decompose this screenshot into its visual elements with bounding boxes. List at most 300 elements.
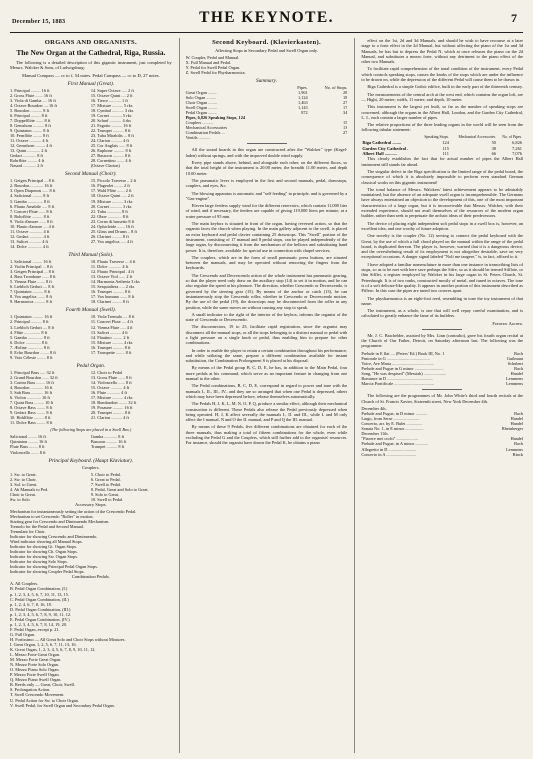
summary-cell: 15 bbox=[343, 120, 348, 126]
stop-cell: 5. Choir to Pedal. bbox=[90, 471, 122, 477]
stop-cell: 5. Bourdon ........... 8 ft bbox=[10, 107, 50, 113]
stop-cell: 9. Quintaton ......... 8 ft bbox=[10, 127, 50, 133]
coupler-list bbox=[10, 472, 172, 502]
stop-cell: 7. Swell to Pedal. bbox=[90, 481, 122, 487]
columns bbox=[10, 38, 523, 753]
paragraph: By means of the Pedal group B, C, D, E, he has, in addition to the Main Pedal, four more pedals at his command, which serve as an important feature in changing from one manual to the other. bbox=[185, 365, 348, 382]
stop-cell: 16. Flageolet ........ 2 ft bbox=[90, 183, 130, 189]
list-line: R. Reeds only — Great, Choir, Swell. bbox=[10, 682, 75, 688]
column-2-text bbox=[186, 147, 348, 445]
list-line: L. Mezzo Forte Great Organ. bbox=[10, 652, 61, 658]
list-line: T. Swell Crescendo Movement. bbox=[10, 692, 65, 698]
programme-composer: Rheinberger bbox=[501, 426, 524, 432]
stop-cell: 12. Gedact ............ 4 ft bbox=[10, 233, 50, 239]
page-number: 7 bbox=[511, 11, 517, 25]
summary-cell: 1,143 bbox=[297, 105, 308, 111]
table-cell: 7,261 bbox=[512, 145, 523, 151]
stop-cell: 14. Flautino ......... 2 ft bbox=[90, 334, 130, 340]
stop-cell: 17. Trompette ........ 8 ft bbox=[90, 349, 132, 355]
stop-cell: 23. Tuba Mirabilis ... 8 ft bbox=[90, 133, 134, 139]
solo-manual-title: Third Manual (Solo). bbox=[68, 252, 114, 258]
paragraph: The instrument, as a whole, is one that will well repay careful examination, and is calculated to greatly enhance the fame of its builders. bbox=[361, 308, 524, 319]
list-line: M. Mezzo Forte Great Organ. bbox=[10, 657, 62, 663]
paragraph: The physharmonica is an eight-foot reed, resembling in tone the toy instrument of that name. bbox=[361, 295, 524, 306]
stop-cell: 22. Trumpet .......... 8 ft bbox=[90, 127, 131, 133]
stop-cell: 13. Gross Flute ...... 8 ft bbox=[90, 374, 132, 380]
author-signature: Frederic Archer. bbox=[492, 320, 524, 326]
summary-table bbox=[186, 85, 348, 140]
stop-cell: 13. Salicet .......... 4 ft bbox=[90, 329, 128, 335]
stop-cell: 15. Octave ........... 4 ft bbox=[90, 384, 130, 390]
list-line: p. 1, 2, 3, 4, 5, 6, 7, 10, 11, 13, 15. bbox=[10, 591, 69, 597]
paragraph: Eleven large feeders supply wind for the different reservoirs, which contain 11,000 liter of wind, and if necessary, the feeders are capable of giving 119,000 liters per minute, at a water pressure of 95 mm. bbox=[185, 203, 348, 219]
stop-cell: 12. Vienna Flute ..... 4 ft bbox=[90, 324, 133, 330]
stop-cell: 5. Vienna Flute ....... 8 ft bbox=[10, 279, 52, 285]
stop-cell bbox=[91, 355, 172, 360]
list-line: Indicator for showing Coupler Pedal Stops. bbox=[10, 569, 85, 575]
stop-cell: 18. Octave Quint ..... 2 ft bbox=[90, 193, 134, 199]
summary-cell: Pipes. bbox=[297, 85, 308, 91]
stop-cell: 2. Sw. to Choir. bbox=[10, 476, 37, 482]
stop-cell: 19. Posaune .......... 16 ft bbox=[90, 405, 133, 411]
programme-row bbox=[361, 381, 523, 386]
summary-cell: Mechanical Accessories bbox=[185, 125, 228, 131]
stop-cell: 26. Clarinet ......... 8 ft bbox=[90, 233, 129, 239]
paragraph: The device of placing eight independent soft pedal stops in a swell box is, however, an excellent idea, and one worthy of future adoption. bbox=[361, 220, 524, 231]
issue-date: December 15, 1883 bbox=[12, 18, 66, 25]
swell-stop-list bbox=[10, 314, 172, 359]
table-header: Speaking Stops. bbox=[424, 134, 449, 139]
list-line: Mechanism for instantaneously setting the action of the Crescendo Pedal. bbox=[10, 508, 137, 514]
stop-cell: Trumpet .......... 8 ft bbox=[90, 444, 125, 450]
stop-cell bbox=[91, 420, 172, 425]
stop-row bbox=[10, 244, 172, 249]
stop-cell: 4. Octave Bourdon .... 16 ft bbox=[10, 102, 58, 108]
paragraph: A small indicator to the right of the interior of the keybox, informs the organist of the state of Crescendo or Decrescendo. bbox=[185, 311, 348, 323]
stop-cell: 8. Vox angelica ....... 8 ft bbox=[10, 294, 52, 300]
programme-piece: December 11th. bbox=[361, 431, 389, 437]
recital-paragraph-1: Mr. J. C. Batchelder, assisted by Mrs. Linn (contralto), gave his fourth organ recital at the Church of Our Father, Detroit, on Saturday afternoon last. The following was the programme. bbox=[361, 332, 524, 349]
summary-cell: Combination Pedals ... bbox=[185, 130, 225, 136]
stop-cell: 8. Gemshorn .......... 8 ft bbox=[10, 122, 51, 128]
column-3-text-a bbox=[361, 38, 523, 133]
second-keyboard-heading: Second Keyboard. (Klavierkasten). bbox=[212, 39, 321, 46]
section-heading: ORGANS AND ORGANISTS. bbox=[44, 39, 137, 46]
table-cell: Riga Cathedral ........ bbox=[362, 140, 402, 146]
stop-cell: 20. Trumpet .......... 8 ft bbox=[90, 410, 131, 416]
stop-cell: 12. Choir to Pedal bbox=[90, 369, 123, 375]
list-line: H. Fortissimo — All Great Solo and Choir Stops without Mixtures. bbox=[10, 636, 126, 642]
stop-cell: 27. Vox angelica ..... 4 ft bbox=[90, 238, 133, 244]
stop-cell: 4. Bass Trombone ...... 8 ft bbox=[10, 274, 56, 280]
stop-cell: 5. Sub Bass ........... 16 ft bbox=[10, 390, 53, 396]
table-cell: Garden City Cathedral . bbox=[362, 145, 409, 151]
table-cell: 50 bbox=[491, 140, 496, 146]
paragraph: To facilitate rapid comprehension of the tonal condition of the instrument, every Pedal which controls speaking stops, causes the knobs of the stops which are under the influence to be drawn on, while the depression of the different Pedal will cause them to be drawn in. bbox=[361, 66, 524, 83]
stop-cell: Nasard ............ 2 ft bbox=[10, 163, 44, 169]
stop-cell: Violoncello ....... 8 ft bbox=[10, 449, 46, 455]
summary-cell: 27 bbox=[343, 100, 348, 106]
column-3 bbox=[354, 38, 523, 753]
stop-cell: 7. Quintaton .......... 8 ft bbox=[10, 289, 51, 295]
solo-stop-list bbox=[10, 259, 172, 304]
stop-cell bbox=[91, 244, 172, 249]
stop-cell: 3. Open Diapason ...... 8 ft bbox=[10, 188, 56, 194]
list-line: S. Prolongation Action. bbox=[10, 687, 51, 693]
programme-2 bbox=[361, 406, 523, 457]
paragraph: By means of these 9 Pedals, five different combinations are obtained for each of the three manuals, thus making a total of fifteen combinations for the whole, even while excluding the Pedal G and the Couplers, which still further add to the organists' resources. For instance, should the organist have drawn the Pedal K, he obtains a piano bbox=[185, 424, 348, 446]
programme-piece: Allegretto in D .......................... bbox=[361, 446, 417, 452]
stop-cell: Quintaton ......... 16 ft bbox=[10, 439, 47, 445]
stop-cell: 21. Clarion .......... 4 ft bbox=[90, 415, 129, 421]
column-1 bbox=[10, 38, 172, 753]
stop-cell: 1. Principal ......... 16 ft bbox=[10, 87, 50, 93]
stop-cell: 6. Flauto Amabile ..... 8 ft bbox=[10, 203, 55, 209]
stop-cell: 20. Scharf ........... 4 rks bbox=[90, 117, 131, 123]
stop-cell: Choir to Great. bbox=[10, 491, 36, 497]
stop-cell: Rohrflöte ......... 4 ft bbox=[10, 158, 45, 164]
article-intro: The following is a detailed description of this gigantic instrument, just completed by Messrs. Walcker & Sons, of Ludwigsburg: bbox=[10, 60, 172, 71]
stop-cell: 16. Trumpet .......... 8 ft bbox=[90, 344, 131, 350]
stop-cell: 2. Violin Principal ... 8 ft bbox=[10, 264, 53, 270]
rule bbox=[422, 329, 462, 330]
summary-cell: 1,124 bbox=[297, 95, 308, 101]
programme-piece: Prelude and Fugue, in D minor ........... bbox=[361, 410, 428, 416]
list-line: A. All Couplers. bbox=[10, 581, 39, 587]
list-line: D. Pedal Organ Combination, (III.) bbox=[10, 606, 71, 612]
stop-cell: 4. Salicional ......... 8 ft bbox=[10, 193, 50, 199]
table-header: No. of Pipes. bbox=[502, 134, 523, 139]
stop-cell: 22. Oboe ............. 8 ft bbox=[90, 213, 129, 219]
column-2 bbox=[179, 38, 348, 753]
programme-piece: Voice, Ave Maria ....................................... bbox=[361, 360, 435, 366]
table-cell: 6,826 bbox=[512, 140, 523, 146]
stop-cell: (Octave Clarion) bbox=[90, 163, 120, 169]
swell-manual-title: Fourth Manual (Swell). bbox=[65, 307, 116, 314]
summary-cell: Swell Organ ........ bbox=[185, 105, 217, 111]
stop-cell: 1. Geigen Principal ... 8 ft bbox=[10, 178, 55, 184]
stop-cell: 21. Fagotto .......... 16 ft bbox=[90, 122, 132, 128]
list-line: Wind indicator showing all Manual Stops. bbox=[10, 539, 83, 545]
list-line: Indicator for showing Principal Pedal Organ Stops. bbox=[10, 564, 98, 570]
summary-cell: Pipes, 6,826 Speaking Stops, 124 bbox=[185, 115, 246, 121]
programme-composer: Bach bbox=[514, 441, 524, 447]
table-cell: 111 bbox=[442, 150, 449, 156]
programme-piece: "Piacere mei occhi" .................... bbox=[361, 436, 418, 442]
compass-note: Manual Compass — cc to f, 54 notes. Pedal Compass — cc to D, 27 notes. bbox=[22, 72, 160, 78]
list-line: O. Mezzo Piano Solo Organ. bbox=[10, 667, 60, 673]
summary-cell: Ventils ........... bbox=[185, 135, 211, 141]
programme-piece: Song, "He was despised" (Messiah) ..................... bbox=[361, 370, 447, 376]
stop-cell: 8. Echo Bourdon ........ 8 ft bbox=[10, 349, 56, 355]
table-cell: 115 bbox=[442, 145, 449, 151]
programme-piece: Prelude and Fugue in G minor ........................... bbox=[361, 365, 444, 371]
masthead bbox=[10, 6, 523, 33]
summary-cell: 34 bbox=[343, 110, 348, 116]
couplers-subtitle: Couplers. bbox=[81, 464, 100, 470]
list-line: Starting gear for Crescendo and Diminuendo Mechanism. bbox=[10, 518, 110, 524]
table-cell: 124 bbox=[442, 140, 449, 146]
programme-composer: Handel bbox=[510, 370, 524, 376]
programme-composer: Lemmens bbox=[506, 381, 524, 387]
paragraph: The disconnectors, 19 to 25, facilitate rapid registration, since the organist may disconnect all the manual stops, or all the stops belonging to a distinct manual or pedal with a light pressure on a single knob or pedal, thus enabling him to prepare for other combinations. bbox=[185, 324, 348, 346]
stop-cell: 13. Salicet ........... 4 ft bbox=[10, 238, 48, 244]
list-line: p. 1, 2, 3, 4, 5, 6, 7, 8, 9, 10, 11, 12. bbox=[10, 611, 72, 617]
stop-cell: 3. Sol. to Great. bbox=[10, 481, 38, 487]
table-cell: 7,076 bbox=[512, 150, 523, 156]
list-line: K. Great Organ, 1, 2, 3, 4, 5, 6, 7, 8, 9, 10, 11, 12. bbox=[10, 647, 96, 653]
list-line: W. Coupler, Pedal and Manual. bbox=[185, 55, 240, 61]
stop-cell: 6. Dolce .............. 8 ft bbox=[10, 339, 48, 345]
stop-cell: 1. Quintaton .......... 16 ft bbox=[10, 314, 53, 320]
paragraph: The blowing apparatus is automatic and "self feeding" in principle, and is governed by a "Gas-engine". bbox=[185, 190, 348, 201]
stop-cell: Gedact ............ 8 ft bbox=[10, 153, 44, 159]
stop-cell: 17. Mixture .......... 5 rks bbox=[90, 102, 133, 108]
list-line: P. Mezzo Forte Swell Organ. bbox=[10, 672, 60, 678]
stop-cell: 2. Grand Bourdon ...... 32 ft bbox=[10, 374, 58, 380]
stop-cell: 4. Flûte ............... 8 ft bbox=[10, 329, 48, 335]
stop-cell: 14. Harmonia Aetheria 3 rks bbox=[90, 279, 140, 285]
list-line: B. Pedal Organ Combination, (I.) bbox=[10, 586, 68, 592]
paragraph: I have adopted a familiar nomenclature in more than one instance in transcribing lists of stops, so as to be met with here save perhaps the Sifre, so as it should be termed Sifflote, or thin Sifflet, a register employed by Walcker in his large organ in St. Peters Church, St. Petersburgh. It is of two ranks, constructed mostly of metal, and tuned in octaves. The tone is of a soft delicate-like quality. It appears in another portion of this instrument described as Piffero. In this case the pipes are tuned two octaves apart. bbox=[361, 261, 524, 294]
programme-1 bbox=[361, 351, 523, 387]
paragraph: The measurements of the central arch at the west end, which contains the organ loft, are — Hight, 20 meter; width, 11 meter; and depth, 10 meter. bbox=[361, 91, 524, 102]
paragraph: One novelty is the coupler (No. 12) serving to connect the pedal keyboard with the Great, by the use of which a full chord played on the manual within the range of the pedal board, is duplicated thereon. The player is, however, warned that it is a dangerous device, and the overwhelming result of its employment is not altogether desirable, save on very exceptional occasions. A danger signal labeled "Noli me tangere," is, in fact, affixed to it. bbox=[361, 233, 524, 260]
stop-cell: 11. Octave ........... 4 ft bbox=[10, 138, 49, 144]
list-line: C. Pedal Organ Combination, (II.) bbox=[10, 596, 69, 602]
stop-cell: 5. Gamba .............. 8 ft bbox=[10, 198, 50, 204]
combination-title: Combination Pedals. bbox=[71, 574, 110, 580]
swell-box-stop-list bbox=[10, 434, 172, 454]
summary-cell: 1,463 bbox=[297, 100, 308, 106]
stop-cell: 25. Glass and Drums .. 8 ft bbox=[90, 228, 138, 234]
stop-cell: 10. Flauto Traverse ... 4 ft bbox=[90, 259, 136, 264]
table-cell: Albert Hall ........... bbox=[362, 150, 397, 156]
principal-keyboard-title: Principal Keyboard. (Haupt Klaviatur). bbox=[48, 457, 134, 464]
stop-cell: 1. Principal Bass ..... 32 ft bbox=[10, 369, 55, 375]
paragraph: In order to enable the player to retain a certain combination throughout his performance, and while utilizing the same, prepare a different combination available for instant substitution, the Combination Prolongment S is placed at his disposal. bbox=[185, 347, 348, 364]
programme-composer: Lemmens bbox=[506, 376, 524, 382]
summary-cell: 18 bbox=[343, 95, 348, 101]
programme-row bbox=[361, 452, 523, 457]
stop-cell: 12. Flauto Principal . 4 ft bbox=[90, 269, 134, 275]
stop-cell: 7. Doppelflöte ....... 8 ft bbox=[10, 117, 51, 123]
list-line: E. Pedal Organ Combination, (IV.) bbox=[10, 616, 70, 622]
stop-cell: 9. Voix Céleste ........ 8 ft bbox=[10, 354, 53, 360]
programme-composer: Bach bbox=[514, 365, 524, 371]
list-line: N. Mezzo Forte Solo Organ. bbox=[10, 662, 59, 668]
stop-cell: 10. Viola Tremulo .... 8 ft bbox=[90, 314, 135, 320]
stop-row bbox=[10, 355, 172, 360]
table-cell: 66 bbox=[491, 150, 496, 156]
stop-cell: 14. Dolce ............. 4 ft bbox=[10, 243, 49, 249]
pedal-organ-title: Pedal Organ. bbox=[76, 362, 106, 369]
stop-cell: 14. Super Octave ..... 2 ft bbox=[90, 87, 134, 93]
summary-cell bbox=[289, 135, 307, 140]
stop-cell: 27. Bassoon .......... 8 ft bbox=[90, 153, 131, 159]
list-line: p. 1, 2, 4, 6, 7, 8, 16, 18. bbox=[10, 601, 52, 607]
list-line: V. Swell Pedal, for Swell Organ and Secondary Pedal Organ. bbox=[10, 702, 115, 708]
stop-cell: 15. Sesquialtera ..... 2 rks bbox=[90, 284, 135, 290]
stop-cell: Flute Bass ........ 8 ft bbox=[10, 444, 45, 450]
stop-cell: 15. Octave Quint .... 2 ft bbox=[90, 92, 133, 98]
programme-piece: Concerto in A ............................ bbox=[361, 451, 417, 457]
paragraph: Every pipe stands above, behind, and alongside each other, on the different floors, so that the total height of the instrument is 20.00 meter, the breadth 11.00 meter, and depth 10.00 meter. bbox=[185, 160, 348, 176]
programme-piece: December 4th. bbox=[361, 405, 387, 411]
list-line: Indicator for showing Ch. Organ Stops. bbox=[10, 549, 78, 555]
stop-cell: 19. Mixture .......... 3 rks bbox=[90, 198, 133, 204]
list-line: F. Pedal Organ, except p. 21. bbox=[10, 626, 60, 632]
programme-piece: Pastorale in G ........................................ bbox=[361, 355, 430, 361]
paragraph: The couplers, which are in the form of small pneumatic press buttons, are situated between the manuals, and may be operated without removing the fingers from the keyboards. bbox=[185, 254, 348, 271]
programme-composer: Handel bbox=[510, 416, 524, 422]
summary-cell: 13 bbox=[343, 125, 348, 131]
stop-cell: 6. Great to Pedal. bbox=[90, 476, 121, 482]
paragraph: This clearly establishes the fact that for actual number of pipes the Albert Hall instrument still stands far ahead. bbox=[361, 156, 524, 167]
stop-cell: 20. Cornet ........... 3 rks bbox=[90, 203, 132, 209]
column-3-text-b bbox=[361, 156, 523, 318]
accessory-list bbox=[10, 509, 172, 575]
paragraph: Riga Cathedral is a simple Gothic edifice, built in the early part of the thirteenth century. bbox=[367, 84, 523, 90]
stop-cell: 15. Piccolo Traverse .. 2 ft bbox=[90, 178, 137, 184]
stop-cell bbox=[91, 450, 172, 455]
list-line: Q. Mezzo Piano Swell Organ. bbox=[10, 677, 62, 683]
paragraph: All the sound boards in this organ are constructed after the "Walcker" type (Kegel-laden) without springs, and with the improved double wind supply. bbox=[185, 147, 348, 158]
stop-cell: 10. Hohlflöte ......... 8 ft bbox=[10, 415, 51, 421]
summary-cell: 28 bbox=[343, 90, 348, 96]
list-line: X. Full Manual and Pedal. bbox=[185, 60, 232, 66]
stop-row bbox=[10, 163, 172, 168]
summary-row bbox=[186, 135, 348, 140]
stop-cell: 3. Lieblich Gedact .... 8 ft bbox=[10, 324, 55, 330]
programme-composer: Rinck bbox=[512, 451, 524, 457]
stop-cell: 9. Gedact Bass ........ 8 ft bbox=[10, 410, 53, 416]
list-line: Tremulant for Choir. bbox=[10, 529, 46, 535]
stop-cell: 4. Ab Manuals to Ped. bbox=[10, 486, 49, 492]
programme-composer: Schubert bbox=[507, 360, 524, 366]
stop-cell: 6. Principal ......... 8 ft bbox=[10, 112, 48, 118]
paragraph: The main keybox is situated in front of the organ, having reversed action, so that the organist faces the church when playing. In the main gallery adjacent to the swell, is placed an extra keyboard and pedal clavier containing 25 drawstops. This "Swell" portion of the instrument, consisting of 17 manual and 8 pedal stops, can be played independently of the large organ, by disconnecting it from the mechanism of the bellows and substituting hand power. It is, therefore, available for special use in connection with chapel services. bbox=[185, 221, 348, 253]
stop-cell: 24. Clarion .......... 4 ft bbox=[90, 138, 129, 144]
list-line: Indicator for showing Sw. Organ Stops. bbox=[10, 554, 79, 560]
programme-composer: Handel bbox=[510, 421, 524, 427]
stop-cell: 4. Bourdon ............ 16 ft bbox=[10, 384, 53, 390]
table-header: Mechanical Accessories. bbox=[458, 134, 496, 139]
stop-cell: 21. Tuba ............. 8 ft bbox=[90, 208, 128, 214]
stop-cell: 7. Concert Flute ...... 8 ft bbox=[10, 208, 53, 214]
stop-cell: 26. Euphone .......... 8 ft bbox=[90, 148, 132, 154]
summary-title: Summary. bbox=[255, 78, 278, 85]
summary-cell: Great Organ ........ bbox=[185, 90, 217, 96]
stop-cell: 3. Geigen Principal ... 8 ft bbox=[10, 269, 55, 275]
stop-cell: 7. Æoline .............. 8 ft bbox=[10, 344, 50, 350]
stop-row bbox=[10, 299, 172, 304]
list-line: Mechanism to set Crescendo "Roller" in motion. bbox=[10, 513, 94, 519]
programme-piece: Prelude and Fugue, in A minor ............ bbox=[361, 441, 429, 447]
list-line: p. 1, 2, 3, 4, 5, 6, 7, 8, 14, 19, 20. bbox=[10, 621, 67, 627]
rule bbox=[422, 389, 462, 390]
great-manual-title: First Manual (Great). bbox=[67, 80, 115, 87]
paragraph: The Pedals H, J, K, L, M, N, O, P, Q, produce a similar effect, although their mechanical construction is different. These Pedals also release the Pedal previously depressed when being operated. H, J, K affect severally the manuals I., II. and III., while L and M only affect the I manual, N and O the II. manual, and P and Q the III. manual. bbox=[185, 401, 348, 423]
list-line: Y. Pedal for Swell Pedal Organ. bbox=[185, 65, 241, 71]
programme-piece: Prelude in E flat .... (Peters' Ed.) Book III, No. 1 bbox=[361, 350, 445, 356]
summary-cell: Solo Organ ......... bbox=[185, 95, 217, 101]
stop-cell: 12. Gemshorn ......... 4 ft bbox=[10, 143, 53, 149]
stop-cell: 18. Bombardon ........ 32 ft bbox=[90, 400, 137, 406]
programme-piece: Concerto, arr. by E. Bulet ............... bbox=[361, 421, 423, 427]
stop-cell: 8. Pedal, Great and Solo to Great. bbox=[90, 486, 149, 492]
stop-cell: 8. Octave Bass ........ 8 ft bbox=[10, 405, 53, 411]
stop-cell: 16. Tierce ........... 1 ft bbox=[90, 97, 128, 103]
paragraph: effect on the 1st, 2d and 3d Manuals, and should he wish to have recourse at a later stage to a forte effect in the 2d Manual, but without affecting the piano of the 1st and 3d Manuals, he has but to depress the Pedal N, which at once releases the piano on the 2d Manual, and substitutes a mezzo forte, without any detriment to the piano effect of the other two Manuals. bbox=[361, 38, 524, 65]
paragraph: The Crescendo and Decrescendo action of the whole instrument has pneumatic gearing, so that the player need only draw on the auxiliary stop (14) to set it in motion, and he can also regulate the speed at his pleasure. The direction, whether Crescendo or Decrescendo, is governed by the steering gear (15). By means of the anchor or catch (13), he can instantaneously stop the Crescendo roller, whether in Crescendo or Decrescendo motion. By the use of the pedal (19), the drawstops may be disconnected from the roller in any position, while the same moves on without causing any stop to speak. bbox=[185, 272, 348, 310]
choir-manual-title: Second Manual (Choir). bbox=[65, 171, 117, 178]
stop-cell: 10. Fernflöte ........ 8 ft bbox=[10, 133, 49, 139]
stop-cell: 11. Concert Flute .... 4 ft bbox=[90, 319, 133, 325]
stop-cell: 18. Cymbal ........... 3 rks bbox=[90, 107, 134, 113]
summary-cell: 872 bbox=[301, 110, 308, 116]
summary-cell: Pedal Organ ........ bbox=[185, 110, 217, 116]
stop-cell: 7. Quint Bass ......... 10 ft bbox=[10, 400, 54, 406]
stop-cell: 17. Vox humana ....... 8 ft bbox=[90, 294, 135, 300]
stop-cell: 10. Swell to Pedal. bbox=[90, 496, 124, 502]
paragraph: The tonal balance of Messrs. Walckers' latest achievement appears to be admirably maintained, but the absence of an adequate swell organ is incomprehensible. The Germans have always entertained an objection to the development of this, one of the most important characteristics of a large organ, but it is inconceivable that Messrs. Walcker, with their extended experience, should not avail themselves of the resources of the modern organ builder, rather than seek to perpetuate the archaic ideas of their predecessors. bbox=[361, 186, 524, 219]
stop-row bbox=[10, 420, 172, 425]
stop-cell: 28. Cornettino ....... 4 ft bbox=[90, 158, 132, 164]
stop-cell: 24. Ophicleide ....... 16 ft bbox=[90, 223, 134, 229]
programme-piece: Marcia Pontificale ..................................... bbox=[361, 381, 435, 387]
stop-cell: 5. Gamba .............. 8 ft bbox=[10, 334, 50, 340]
table-cell: 38 bbox=[491, 145, 496, 151]
stop-cell: 25. Cor Anglais ...... 8 ft bbox=[90, 143, 133, 149]
programme-piece: Largo, from Serse ........................ bbox=[361, 416, 420, 422]
programme-piece: Romance in D ........................................... bbox=[361, 376, 434, 382]
second-keyboard-subheading: Affecting Stops in Secondary Pedal and Swell Organ only. bbox=[215, 48, 318, 53]
stop-cell: Bassoon .......... 16 ft bbox=[90, 439, 127, 445]
publication-title: THE KEYNOTE. bbox=[199, 9, 334, 26]
summary-cell: Choir Organ ........ bbox=[185, 100, 217, 106]
stop-cell: Salicional ........ 16 ft bbox=[10, 434, 46, 440]
list-line: Indicator for showing Solo Stops. bbox=[10, 559, 68, 565]
stop-cell: Sw. to Solo bbox=[10, 496, 30, 502]
stop-row bbox=[10, 450, 172, 455]
summary-cell bbox=[308, 135, 348, 140]
list-line: Tremolo for the Pedal and Second Manual. bbox=[10, 523, 84, 529]
summary-cell: 17 bbox=[343, 105, 348, 111]
stop-cell: 16. Flute ............ 4 ft bbox=[90, 390, 127, 396]
summary-cell: Couplers .......... bbox=[185, 120, 214, 126]
list-line: Indicator for showing Crescendo and Diminuendo. bbox=[10, 534, 98, 540]
paragraph: This instrument is the largest yet built, so far as the number of speaking stops are concerned, although the organs in the Albert Hall, London, and the Garden City Cathedral, L. I., each contain a larger number of pipes. bbox=[361, 104, 524, 120]
programme-composer: Lemmens bbox=[506, 446, 524, 452]
stop-cell: 14. Violoncello ...... 8 ft bbox=[90, 379, 132, 385]
stop-cell: 9. Viola d'amore ...... 8 ft bbox=[10, 218, 53, 224]
choir-stop-list bbox=[10, 178, 172, 249]
organ-comparison-table bbox=[361, 135, 523, 157]
list-line: Z. Swell Pedal for Physharmonica. bbox=[185, 70, 246, 76]
summary-cell: 1,961 bbox=[297, 90, 308, 96]
stop-cell: 6. Violon ............. 16 ft bbox=[10, 395, 51, 401]
stop-cell: 2. Bourdon ............ 16 ft bbox=[10, 183, 53, 189]
stop-cell: 1. Salicional ......... 16 ft bbox=[10, 259, 52, 264]
programme-composer: Handel bbox=[510, 436, 524, 442]
paragraph: The relative proportions of the three leading organs in the world will be seen from the following tabular statement: bbox=[361, 122, 524, 133]
stop-cell: 16. Trumpet .......... 8 ft bbox=[90, 289, 131, 295]
summary-cell: 27 bbox=[343, 130, 348, 136]
stop-cell: 11. Dolce ............ 4 ft bbox=[90, 264, 129, 270]
stop-cell: 15. Mixture .......... 4 rks bbox=[90, 339, 133, 345]
stop-cell: 8. Rohrflöte .......... 8 ft bbox=[10, 213, 50, 219]
